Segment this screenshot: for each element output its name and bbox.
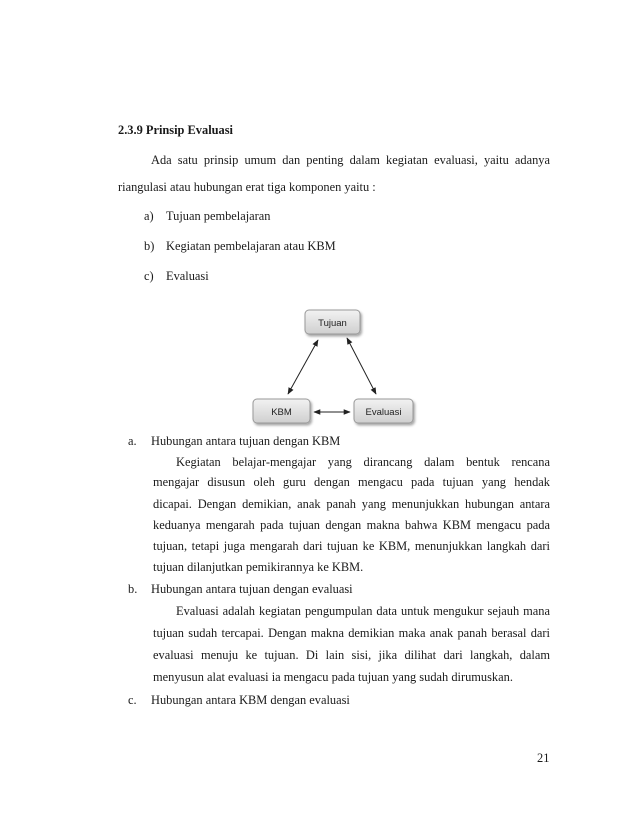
component-item-marker: a) xyxy=(144,209,154,223)
relation-text-line: Kegiatan belajar-mengajar yang dirancang dalam bentuk rencana xyxy=(176,455,550,469)
intro-paragraph-line-2: riangulasi atau hubungan erat tiga komponen yaitu : xyxy=(118,180,376,194)
relation-text-line: dicapai. Dengan demikian, anak panah yang menunjukkan hubungan antara xyxy=(153,497,550,511)
intro-paragraph-line-1: Ada satu prinsip umum dan penting dalam kegiatan evaluasi, yaitu adanya xyxy=(151,153,550,167)
relation-text-line: Evaluasi adalah kegiatan pengumpulan data untuk mengukur sejauh mana xyxy=(176,604,550,618)
arrow-kbm-tujuan xyxy=(288,340,318,394)
relation-title: Hubungan antara tujuan dengan KBM xyxy=(151,434,341,448)
node-evaluasi xyxy=(354,399,413,423)
relation-text-line: keduanya mengarah pada tujuan dengan makna bahwa KBM mengacu pada xyxy=(153,518,550,532)
relation-title: Hubungan antara tujuan dengan evaluasi xyxy=(151,582,353,596)
node-evaluasi-label: Evaluasi xyxy=(365,407,402,418)
relation-title: Hubungan antara KBM dengan evaluasi xyxy=(151,693,350,707)
node-tujuan xyxy=(305,310,360,334)
component-item-marker: c) xyxy=(144,269,154,283)
triangulation-diagram xyxy=(250,302,420,430)
arrow-tujuan-evaluasi xyxy=(347,338,376,394)
relation-text-line: tujuan sudah tercapai. Dengan makna demikian maka anak panah berasal dari xyxy=(153,626,550,640)
relation-text-line: evaluasi menuju ke tujuan. Di lain sisi, jika dilihat dari langkah, dalam xyxy=(153,648,550,662)
relation-marker: a. xyxy=(128,434,137,448)
relation-marker: c. xyxy=(128,693,137,707)
relation-text-line: tujuan, tetapi juga mengarah dari tujuan ke KBM, menunjukkan langkah dari xyxy=(153,539,550,553)
page-number: 21 xyxy=(537,751,550,765)
component-item-marker: b) xyxy=(144,239,155,253)
component-item-text: Kegiatan pembelajaran atau KBM xyxy=(166,239,336,253)
component-item-text: Tujuan pembelajaran xyxy=(166,209,271,223)
section-heading: 2.3.9 Prinsip Evaluasi xyxy=(118,123,233,137)
component-item-text: Evaluasi xyxy=(166,269,209,283)
node-tujuan-label: Tujuan xyxy=(318,318,347,329)
node-kbm xyxy=(253,399,310,423)
node-kbm-label: KBM xyxy=(271,407,292,418)
relation-marker: b. xyxy=(128,582,138,596)
relation-text-line: tujuan dilanjutkan pemikirannya ke KBM. xyxy=(153,560,364,574)
relation-text-line: mengajar disusun oleh guru dengan mengacu pada tujuan yang hendak xyxy=(153,475,550,489)
relation-text-line: menyusun alat evaluasi ia mengacu pada tujuan yang sudah dirumuskan. xyxy=(153,670,513,684)
